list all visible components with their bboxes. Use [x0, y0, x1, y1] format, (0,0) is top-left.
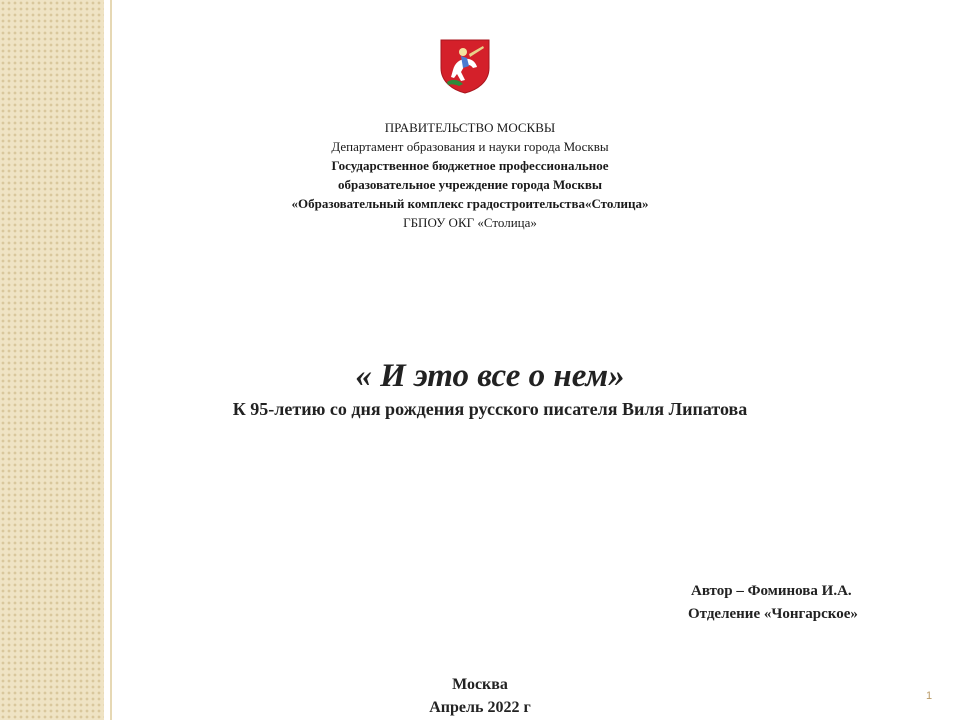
author-block: [688, 580, 938, 626]
header-line-institution-name: «Образовательный комплекс градостроительства«Столица»: [291, 196, 649, 211]
header-line-department: Департамент образования и науки города Москвы: [331, 139, 609, 154]
presentation-subtitle: К 95-летию со дня рождения русского писателя Виля Липатова: [232, 399, 748, 419]
presentation-title: « И это все о нем»: [355, 358, 625, 394]
author-name: Автор – Фоминова И.А.: [691, 583, 852, 599]
footer-block: [380, 673, 580, 719]
page-number: 1: [926, 690, 933, 702]
footer-date: Апрель 2022 г: [429, 699, 531, 716]
header-line-government: ПРАВИТЕЛЬСТВО МОСКВЫ: [384, 120, 556, 135]
author-department: Отделение «Чонгарское»: [688, 606, 858, 622]
organization-header: [180, 118, 760, 232]
side-divider: [110, 0, 112, 720]
decorative-side-pattern: [0, 0, 104, 720]
header-line-institution-type: Государственное бюджетное профессиональное: [331, 158, 609, 173]
header-line-institution-city: образовательное учреждение города Москвы: [338, 177, 602, 192]
footer-city: Москва: [452, 676, 508, 693]
moscow-coat-of-arms-icon: [439, 38, 491, 94]
header-line-abbreviation: ГБПОУ ОКГ «Столица»: [403, 215, 537, 230]
